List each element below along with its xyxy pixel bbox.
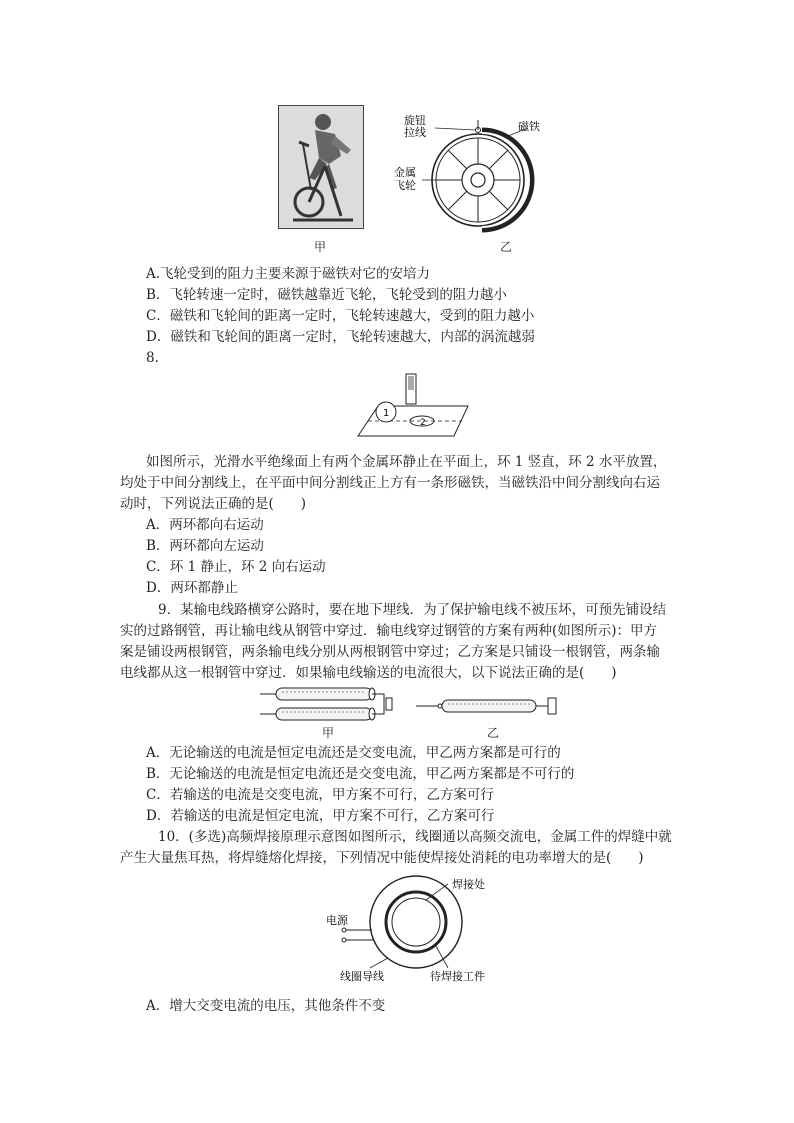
ring-2-label: 2: [420, 418, 426, 428]
power-source-label: 电源: [326, 914, 348, 927]
pipe-scheme-yi: [416, 698, 556, 714]
q9-stem-1: 9．某输电线路横穿公路时，要在地下埋线．为了保护输电线不被压坏，可预先铺设结: [158, 602, 667, 618]
q9-option-d: D．若输送的电流是恒定电流，甲方案不可行，乙方案可行: [146, 808, 495, 824]
coil-wire-label: 线圈导线: [340, 970, 384, 983]
q7-option-b: B．飞轮转速一定时，磁铁越靠近飞轮，飞轮受到的阻力越小: [146, 287, 507, 303]
q8-stem-2: 均处于中间分割线上，在平面中间分割线正上方有一条形磁铁，当磁铁沿中间分割线向右运: [120, 475, 660, 491]
q9-stem-4: 电线都从这一根钢管中穿过．如果输电线输送的电流很大，以下说法正确的是( ): [120, 665, 617, 681]
q10-stem-1: 10．(多选)高频焊接原理示意图如图所示，线圈通以高频交流电，金属工件的焊缝中就: [158, 829, 672, 845]
q7-option-c: C．磁铁和飞轮间的距离一定时，飞轮转速越大，受到的阻力越小: [146, 308, 535, 324]
flywheel-diagram: [390, 112, 560, 252]
q9-stem-2: 实的过路钢管，再让输电线从钢管中穿过．输电线穿过钢管的方案有两种(如图所示)：甲方: [120, 623, 658, 639]
q7-option-a: A.飞轮受到的阻力主要来源于磁铁对它的安培力: [146, 266, 431, 282]
q9-figure-label-jia: 甲: [322, 726, 335, 740]
q8-stem-1: 如图所示，光滑水平绝缘面上有两个金属环静止在平面上，环 1 竖直，环 2 水平放置，: [146, 454, 667, 470]
cyclist-illustration: [279, 106, 363, 228]
q9-option-a: A．无论输送的电流是恒定电流还是交变电流，甲乙两方案都是可行的: [146, 745, 561, 761]
q7-option-d: D．磁铁和飞轮间的距离一定时，飞轮转速越大，内部的涡流越弱: [146, 329, 535, 345]
welding-diagram: [318, 872, 508, 984]
q8-number: 8.: [146, 350, 159, 366]
q8-stem-3: 动时，下列说法正确的是( ): [120, 496, 307, 512]
magnet-rings-diagram: [350, 370, 470, 442]
q9-figure-label-yi: 乙: [487, 726, 500, 740]
workpiece-label: 待焊接工件: [430, 970, 485, 983]
q9-option-c: C．若输送的电流是交变电流，甲方案不可行，乙方案可行: [146, 787, 494, 803]
steel-pipe-diagram: [256, 684, 566, 736]
workpiece: [386, 892, 446, 952]
q8-option-d: D．两环都静止: [146, 580, 238, 596]
knob-label-2: 拉线: [404, 126, 426, 139]
flywheel-label-2: 飞轮: [394, 179, 416, 192]
figure-label-yi: 乙: [500, 240, 513, 254]
pipe-scheme-jia: [260, 688, 392, 720]
q9-option-b: B．无论输送的电流是恒定电流还是交变电流，甲乙两方案都是不可行的: [146, 766, 575, 782]
q9-stem-3: 案是铺设两根钢管，两条输电线分别从两根钢管中穿过；乙方案是只铺设一根钢管，两条输: [120, 644, 660, 660]
q8-option-a: A．两环都向右运动: [146, 517, 264, 533]
q10-option-a: A．增大交变电流的电压，其他条件不变: [146, 998, 386, 1014]
magnet-label: 磁铁: [518, 120, 540, 133]
exercise-bike-photo: [278, 105, 364, 229]
weld-point-label: 焊接处: [452, 878, 485, 891]
ring-1-label: 1: [383, 408, 390, 419]
coil-wire: [370, 876, 462, 968]
flywheel-label-1: 金属: [394, 166, 416, 179]
knob-label-1: 旋钮: [404, 114, 426, 127]
figure-label-jia: 甲: [314, 240, 327, 254]
flywheel: [432, 134, 524, 226]
q8-option-c: C．环 1 静止，环 2 向右运动: [146, 559, 326, 575]
bar-magnet: [406, 374, 416, 404]
q8-option-b: B．两环都向左运动: [146, 538, 264, 554]
q10-stem-2: 产生大量焦耳热，将焊缝熔化焊接，下列情况中能使焊接处消耗的电功率增大的是( ): [120, 850, 644, 866]
